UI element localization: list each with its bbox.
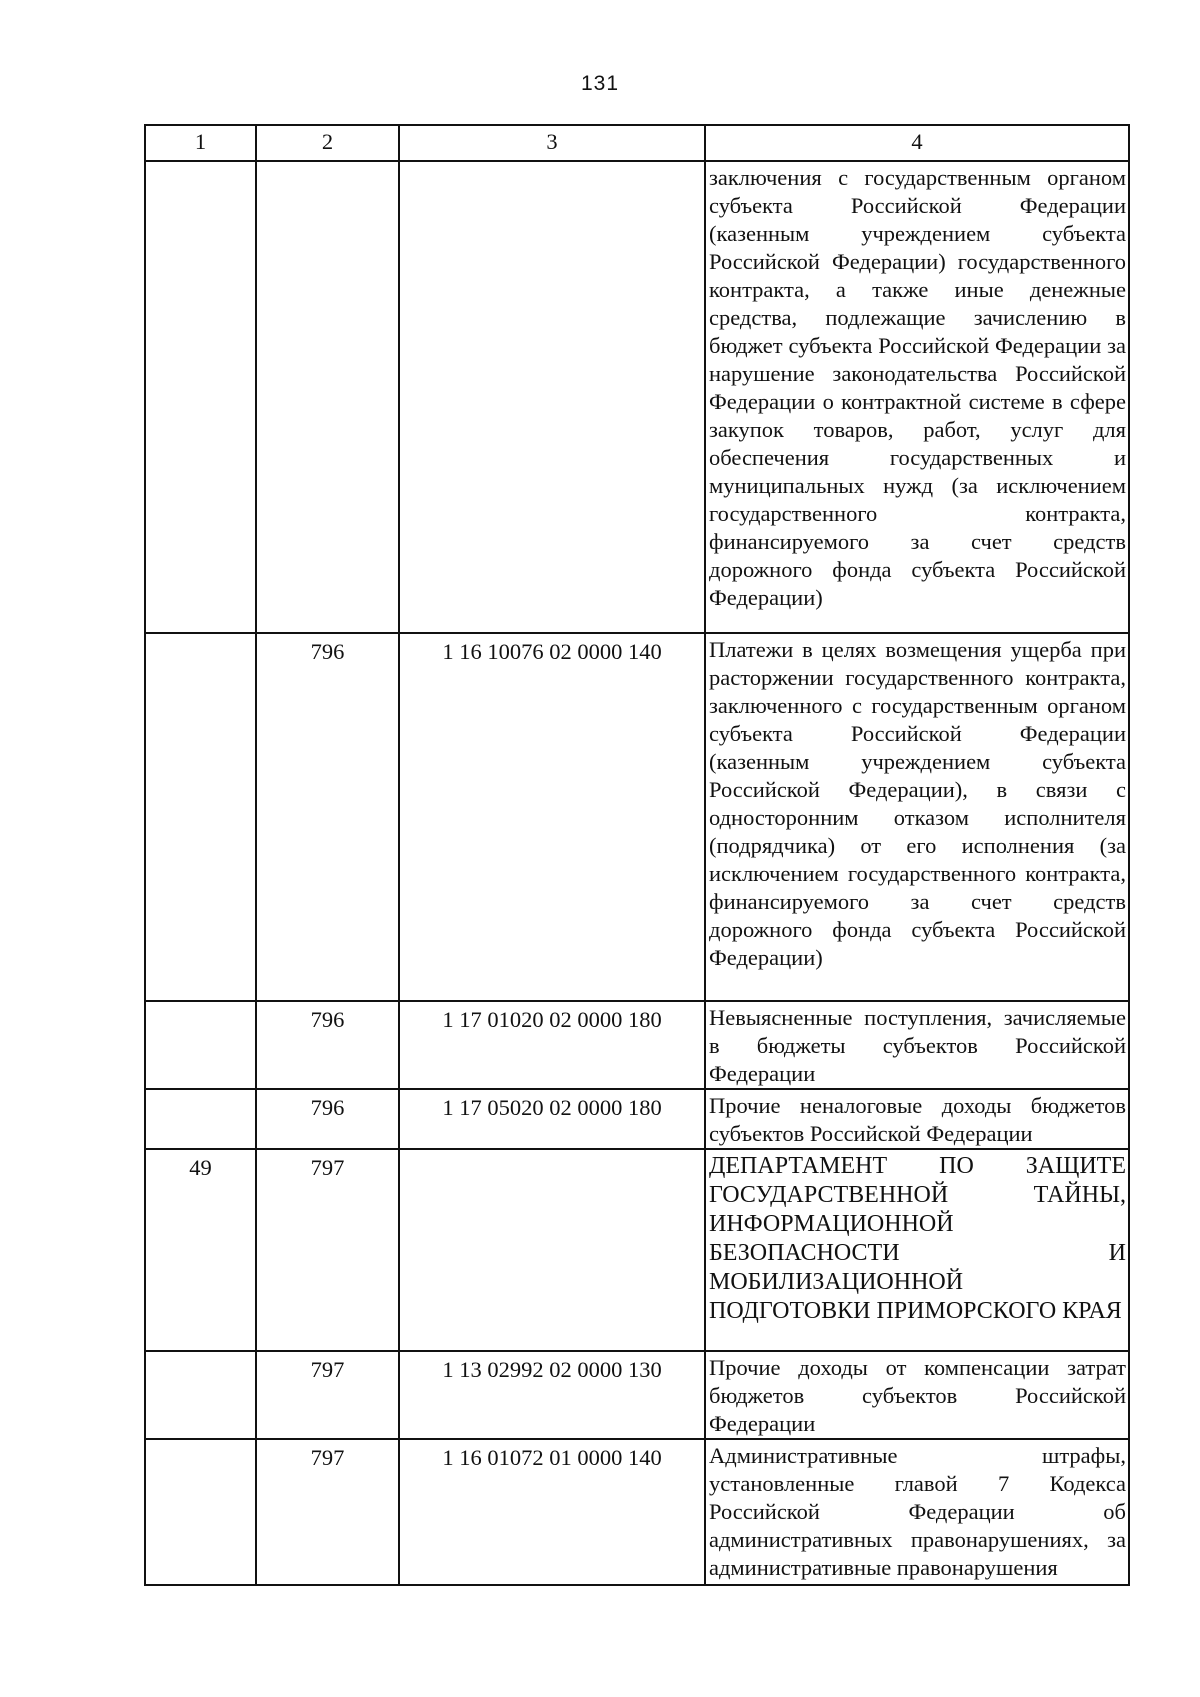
- description-cell: заключения с государственным органом субъекта Российской Федерации (казенным учреждением субъекта Российской Федерации) государственного контракта, а также иные денежные средства, подлежащие зачислению в бюджет субъекта Российской Федерации за нарушение законодательства Российской Федерации о контрактной системе в сфере закупок товаров, работ, услуг для обеспечения государственных и муниципальных нужд (за исключением государственного контракта, финансируемого за счет средств дорожного фонда субъекта Российской Федерации): [705, 161, 1129, 633]
- budget-code-cell: 1 16 01072 01 0000 140: [399, 1439, 705, 1585]
- budget-code-cell: [399, 161, 705, 633]
- budget-code-cell: 1 16 10076 02 0000 140: [399, 633, 705, 1001]
- admin-code-cell: 796: [256, 1001, 399, 1089]
- budget-code-cell: 1 17 01020 02 0000 180: [399, 1001, 705, 1089]
- row-number-cell: [145, 1439, 256, 1585]
- table-row: [145, 1149, 1129, 1351]
- admin-code-cell: 797: [256, 1439, 399, 1585]
- row-number-cell: [145, 1001, 256, 1089]
- table-row: [145, 1351, 1129, 1439]
- table-row: [145, 1089, 1129, 1149]
- table-header-row: [145, 125, 1129, 161]
- description-cell: Прочие неналоговые доходы бюджетов субъектов Российской Федерации: [705, 1089, 1129, 1149]
- description-cell: Невыясненные поступления, зачисляемые в бюджеты субъектов Российской Федерации: [705, 1001, 1129, 1089]
- column-header-2: 2: [256, 125, 399, 161]
- column-header-3: 3: [399, 125, 705, 161]
- row-number-cell: [145, 633, 256, 1001]
- description-cell: Платежи в целях возмещения ущерба при расторжении государственного контракта, заключенного с государственным органом субъекта Российской Федерации (казенным учреждением субъекта Российской Федерации), в связи с односторонним отказом исполнителя (подрядчика) от его исполнения (за исключением государственного контракта, финансируемого за счет средств дорожного фонда субъекта Российской Федерации): [705, 633, 1129, 1001]
- row-number-cell: 49: [145, 1149, 256, 1351]
- description-cell: Административные штрафы, установленные главой 7 Кодекса Российской Федерации об административных правонарушениях, за административные правонарушения: [705, 1439, 1129, 1585]
- table-row: [145, 1439, 1129, 1585]
- description-cell: ДЕПАРТАМЕНТ ПО ЗАЩИТЕ ГОСУДАРСТВЕННОЙ ТАЙНЫ, ИНФОРМАЦИОННОЙ БЕЗОПАСНОСТИ И МОБИЛИЗАЦИОННОЙ ПОДГОТОВКИ ПРИМОРСКОГО КРАЯ: [705, 1149, 1129, 1351]
- page-number: 131: [580, 72, 620, 95]
- admin-code-cell: 797: [256, 1351, 399, 1439]
- row-number-cell: [145, 1351, 256, 1439]
- table-row: [145, 161, 1129, 633]
- row-number-cell: [145, 161, 256, 633]
- row-number-cell: [145, 1089, 256, 1149]
- admin-code-cell: [256, 161, 399, 633]
- budget-revenue-table: [144, 124, 1130, 1586]
- table-row: [145, 1001, 1129, 1089]
- budget-code-cell: [399, 1149, 705, 1351]
- table-row: [145, 633, 1129, 1001]
- column-header-1: 1: [145, 125, 256, 161]
- admin-code-cell: 796: [256, 633, 399, 1001]
- column-header-4: 4: [705, 125, 1129, 161]
- description-cell: Прочие доходы от компенсации затрат бюджетов субъектов Российской Федерации: [705, 1351, 1129, 1439]
- admin-code-cell: 797: [256, 1149, 399, 1351]
- admin-code-cell: 796: [256, 1089, 399, 1149]
- budget-code-cell: 1 17 05020 02 0000 180: [399, 1089, 705, 1149]
- budget-code-cell: 1 13 02992 02 0000 130: [399, 1351, 705, 1439]
